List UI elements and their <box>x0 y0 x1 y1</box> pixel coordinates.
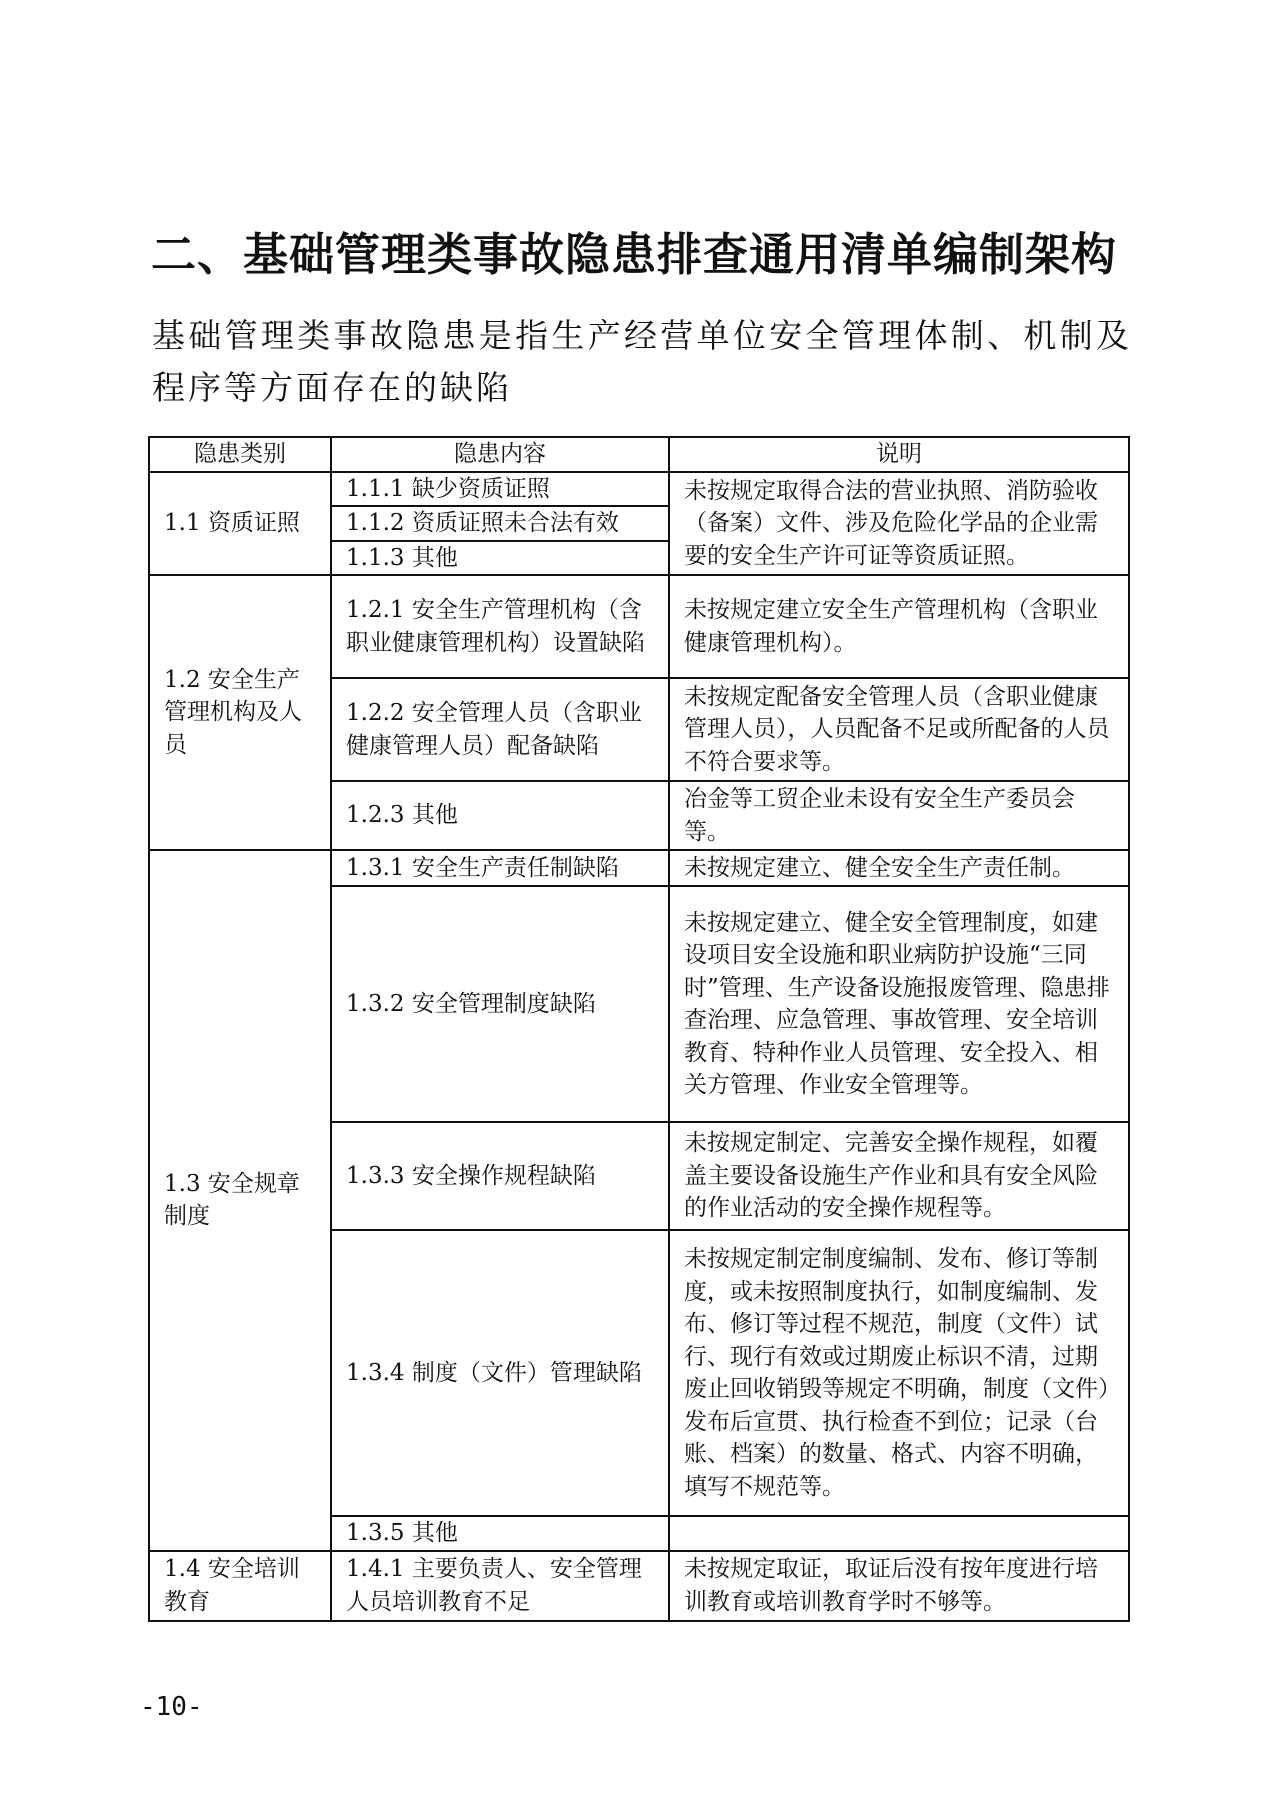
header-content: 隐患内容 <box>331 437 669 472</box>
item-cell: 1.4.1 主要负责人、安全管理人员培训教育不足 <box>331 1551 669 1621</box>
category-cell: 1.3 安全规章制度 <box>149 850 331 1551</box>
note-cell: 冶金等工贸企业未设有安全生产委员会等。 <box>669 781 1129 850</box>
category-cell: 1.2 安全生产管理机构及人员 <box>149 575 331 850</box>
note-cell: 未按规定制定制度编制、发布、修订等制度，或未按照制度执行，如制度编制、发布、修订等过程不规范，制度（文件）试行、现行有效或过期废止标识不清，过期废止回收销毁等规定不明确，制度（文件）发布后宣贯、执行检查不到位；记录（台账、档案）的数量、格式、内容不明确，填写不规范等。 <box>669 1230 1129 1516</box>
note-cell: 未按规定制定、完善安全操作规程，如覆盖主要设备设施生产作业和具有安全风险的作业活动的安全操作规程等。 <box>669 1122 1129 1230</box>
table-header-row <box>149 437 1129 472</box>
header-category: 隐患类别 <box>149 437 331 472</box>
note-cell: 未按规定建立、健全安全管理制度，如建设项目安全设施和职业病防护设施“三同时”管理、生产设备设施报废管理、隐患排查治理、应急管理、事故管理、安全培训教育、特种作业人员管理、安全投入、相关方管理、作业安全管理等。 <box>669 886 1129 1122</box>
item-cell: 1.2.2 安全管理人员（含职业健康管理人员）配备缺陷 <box>331 678 669 781</box>
table-row <box>149 1551 1129 1621</box>
item-cell: 1.1.3 其他 <box>331 541 669 576</box>
item-cell: 1.3.2 安全管理制度缺陷 <box>331 886 669 1122</box>
item-cell: 1.3.5 其他 <box>331 1516 669 1551</box>
category-cell: 1.4 安全培训教育 <box>149 1551 331 1621</box>
note-cell: 未按规定配备安全管理人员（含职业健康管理人员），人员配备不足或所配备的人员不符合要求等。 <box>669 678 1129 781</box>
note-cell: 未按规定建立、健全安全生产责任制。 <box>669 850 1129 886</box>
category-cell: 1.1 资质证照 <box>149 472 331 576</box>
table-row <box>149 575 1129 678</box>
hazard-table <box>148 436 1130 1622</box>
page-number: -10- <box>140 1692 203 1722</box>
item-cell: 1.3.1 安全生产责任制缺陷 <box>331 850 669 886</box>
item-cell: 1.1.1 缺少资质证照 <box>331 472 669 507</box>
item-cell: 1.3.4 制度（文件）管理缺陷 <box>331 1230 669 1516</box>
table-row <box>149 850 1129 886</box>
intro-paragraph: 基础管理类事故隐患是指生产经营单位安全管理体制、机制及程序等方面存在的缺陷 <box>152 316 1132 407</box>
item-cell: 1.1.2 资质证照未合法有效 <box>331 506 669 541</box>
item-cell: 1.3.3 安全操作规程缺陷 <box>331 1122 669 1230</box>
header-note: 说明 <box>669 437 1129 472</box>
page-heading: 二、基础管理类事故隐患排查通用清单编制架构 <box>150 228 1117 281</box>
table-row <box>149 472 1129 507</box>
note-cell: 未按规定取得合法的营业执照、消防验收（备案）文件、涉及危险化学品的企业需要的安全生产许可证等资质证照。 <box>669 472 1129 576</box>
item-cell: 1.2.3 其他 <box>331 781 669 850</box>
note-cell: 未按规定取证，取证后没有按年度进行培训教育或培训教育学时不够等。 <box>669 1551 1129 1621</box>
item-cell: 1.2.1 安全生产管理机构（含职业健康管理机构）设置缺陷 <box>331 575 669 678</box>
note-cell <box>669 1516 1129 1551</box>
note-cell: 未按规定建立安全生产管理机构（含职业健康管理机构）。 <box>669 575 1129 678</box>
